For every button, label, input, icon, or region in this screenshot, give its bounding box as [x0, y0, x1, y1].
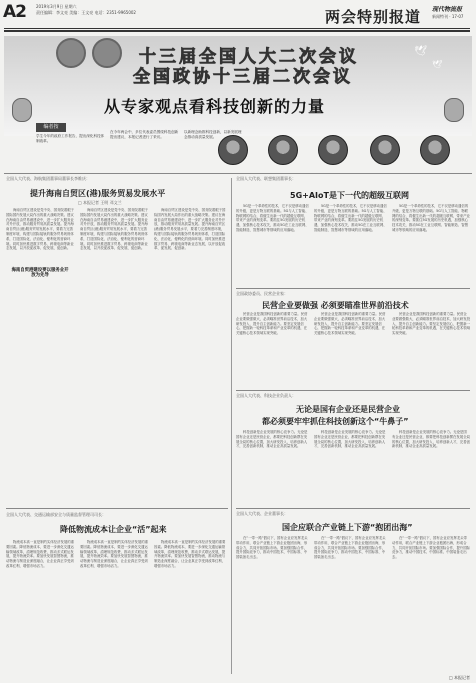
column-divider: [231, 178, 232, 674]
dove-icon: 🕊: [432, 60, 443, 69]
article-title-line2: 都必须要牢牢抓住科技创新这个“牛鼻子”: [262, 417, 409, 426]
article-title: 5G+AIoT是下一代的超级互联网: [290, 191, 409, 200]
speaker-photo: [318, 135, 348, 165]
banner-main-title: 从专家观点看科技创新的力量: [104, 97, 326, 116]
article-body: 5G是一个革命性的技术，它不仅是移动通信的升级，更是万物互联的基础。5G与人工智能、物联网的结合，将催生出新一代的超级互联网，带来产业的深刻变革。要抓住5G发展的历史机遇，加强核心技术攻关，推动5G在工业互联网、智能制造、智慧城市等领域的应用落地。: [236, 204, 309, 232]
speaker-photo: [370, 135, 400, 165]
article-body: 物流成本高一直是制约实体经济发展的重要因素。降低物流成本，要进一步深化交通运输领域改革，清理规范收费，推动多式联运发展，提升物流效率。要加快发展智慧物流，推动物流与制造业深度融合，让企业真正享受到改革红利，增强市场活力。: [80, 540, 149, 568]
article-body: 5G是一个革命性的技术，它不仅是移动通信的升级，更是万物互联的基础。5G与人工智能、物联网的结合，将催生出新一代的超级互联网，带来产业的深刻变革。要抓住5G发展的历史机遇，加强核心技术攻关，推动5G在工业互联网、智能制造、智慧城市等领域的应用落地。: [314, 204, 387, 232]
page-header: [0, 0, 476, 36]
section-divider: [236, 288, 470, 289]
article-body: 在“一带一路”倡议下，国有企业应发挥龙头带动作用，联合产业链上下游企业抱团出海，形成合力，共同开拓国际市场。要加强国际合作，提升国际竞争力，推动中国技术、中国标准、中国装备走出去。: [392, 536, 470, 560]
lantern-icon: [12, 98, 32, 122]
speaker-photo: [420, 135, 450, 165]
issue-date: 2019年3月9日 星期六: [36, 4, 77, 9]
banner-line-cppcc: 全国政协十三届二次会议: [133, 67, 353, 87]
article-body: 科技创新是企业发展的核心竞争力。无论是国有企业还是民营企业，都要把科技创新摆在发展全局的核心位置，加大研发投入，培养创新人才，完善创新机制，推动企业高质量发展。: [314, 430, 386, 449]
article-body: 科技创新是企业发展的核心竞争力。无论是国有企业还是民营企业，都要把科技创新摆在发展全局的核心位置，加大研发投入，培养创新人才，完善创新机制，推动企业高质量发展。: [392, 430, 470, 449]
editor-note-label: 编者按: [36, 123, 66, 132]
article-title: 降低物流成本让企业“活”起来: [60, 525, 167, 534]
editor-info: 责任编辑：李文亮 美编：王文亮 电话：2351-9965002: [36, 10, 136, 15]
speaker-photo: [218, 135, 248, 165]
article-title: 民营企业要做强 必须要瞄准世界前沿技术: [262, 301, 409, 310]
page-number: A2: [3, 2, 26, 22]
speaker-photo: [268, 135, 298, 165]
section-divider: [6, 508, 228, 509]
article-kicker: 全国人大代表、海航集团董事局董事长李维庆：: [6, 176, 90, 181]
article-body: 在“一带一路”倡议下，国有企业应发挥龙头带动作用，联合产业链上下游企业抱团出海，形成合力，共同开拓国际市场。要加强国际合作，提升国际竞争力，推动中国技术、中国标准、中国装备走出去。: [236, 536, 308, 560]
lantern-icon: [444, 98, 464, 122]
section-title: 两会特别报道: [325, 8, 422, 26]
article-subhead: 海南自贸港建设要以服务业开放为先导: [11, 268, 69, 279]
article-body: 海南自贸区建设是党中央、国务院着眼于国际国内发展大局作出的重大战略决策。建议在海南自由贸易港建设中，进一步扩大服务业对外开放，推动服务贸易高质量发展。提升海南自贸区(港)服务贸易发展水平，要着力完善制度环境，构建与国际接轨的服务贸易规则体系，打造国际化、法治化、便利化的营商环境。同时加快推进数字贸易、跨境电商等新业态发展，以开放促改革、促发展、促创新。: [6, 208, 75, 251]
article-body: 在“一带一路”倡议下，国有企业应发挥龙头带动作用，联合产业链上下游企业抱团出海，形成合力，共同开拓国际市场。要加强国际合作，提升国际竞争力，推动中国技术、中国标准、中国装备走出去。: [314, 536, 386, 560]
banner-line-npc: 十三届全国人大二次会议: [139, 47, 359, 67]
section-divider: [236, 390, 470, 391]
article-kicker: 全国人大代表、企业董事长：: [236, 511, 288, 516]
header-rule: [4, 28, 470, 29]
article-body: 民营企业是我国科技创新的重要力量。民营企业要做强做大，必须瞄准世界前沿技术，加大研发投入，提升自主创新能力。要坚定发展信心，把握新一轮科技革命和产业变革的机遇，在关键核心技术领域实现突破。: [392, 312, 470, 336]
national-emblem-icon: [56, 38, 86, 68]
header-rule-thick: [4, 30, 470, 32]
article-title: 无论是国有企业还是民营企业: [296, 405, 400, 414]
section-divider: [236, 508, 470, 509]
article-body: 民营企业是我国科技创新的重要力量。民营企业要做强做大，必须瞄准世界前沿技术，加大研发投入，提升自主创新能力。要坚定发展信心，把握新一轮科技革命和产业变革的机遇，在关键核心技术领域实现突破。: [314, 312, 386, 336]
cppcc-emblem-icon: [92, 38, 122, 68]
editor-note-col3: 以新理念助推科技创新，以新发展理念推动高质量发展。: [184, 130, 242, 139]
newspaper-brand: 现代物流报: [432, 6, 463, 13]
section-divider: [4, 173, 472, 174]
dove-icon: 🕊: [414, 46, 427, 57]
article-title: 提升海南自贸区(港)服务贸易发展水平: [30, 189, 166, 198]
editor-note-col1: 学生今年的政府工作报告，提出深化科技体制改革。: [36, 134, 105, 143]
article-body: 5G是一个革命性的技术，它不仅是移动通信的升级，更是万物互联的基础。5G与人工智能、物联网的结合，将催生出新一代的超级互联网，带来产业的深刻变革。要抓住5G发展的历史机遇，加强核心技术攻关，推动5G在工业互联网、智能制造、智慧城市等领域的应用落地。: [392, 204, 470, 232]
article-body: 物流成本高一直是制约实体经济发展的重要因素。降低物流成本，要进一步深化交通运输领域改革，清理规范收费，推动多式联运发展，提升物流效率。要加快发展智慧物流，推动物流与制造业深度融合，让企业真正享受到改革红利，增强市场活力。: [154, 540, 226, 568]
brand-sub: 新闻特刊 · 17-07: [432, 14, 464, 19]
article-body: 民营企业是我国科技创新的重要力量。民营企业要做强做大，必须瞄准世界前沿技术，加大研发投入，提升自主创新能力。要坚定发展信心，把握新一轮科技革命和产业变革的机遇，在关键核心技术领域实现突破。: [236, 312, 308, 336]
footer-credit: □ 本报记者: [448, 675, 470, 680]
article-kicker: 全国人大代表、科技企业负责人：: [236, 393, 296, 398]
article-body: 海南自贸区建设是党中央、国务院着眼于国际国内发展大局作出的重大战略决策。建议在海南自由贸易港建设中，进一步扩大服务业对外开放，推动服务贸易高质量发展。提升海南自贸区(港)服务贸易发展水平，要着力完善制度环境，构建与国际接轨的服务贸易规则体系，打造国际化、法治化、便利化的营商环境。同时加快推进数字贸易、跨境电商等新业态发展，以开放促改革、促发展、促创新。: [154, 208, 226, 251]
article-title: 国企应联合产业链上下游“抱团出海”: [282, 523, 413, 532]
article-kicker: 全国人大代表、联想集团董事长：: [236, 176, 296, 181]
article-kicker: 全国政协委员、民营企业家：: [236, 291, 288, 296]
article-body: 物流成本高一直是制约实体经济发展的重要因素。降低物流成本，要进一步深化交通运输领域改革，清理规范收费，推动多式联运发展，提升物流效率。要加快发展智慧物流，推动物流与制造业深度融合，让企业真正享受到改革红利，增强市场活力。: [6, 540, 75, 568]
article-body: 科技创新是企业发展的核心竞争力。无论是国有企业还是民营企业，都要把科技创新摆在发展全局的核心位置，加大研发投入，培养创新人才，完善创新机制，推动企业高质量发展。: [236, 430, 308, 449]
two-sessions-banner: [4, 36, 472, 136]
article-byline: □ 本报记者 王明 邓文兰: [78, 200, 122, 205]
article-body: 海南自贸区建设是党中央、国务院着眼于国际国内发展大局作出的重大战略决策。建议在海南自由贸易港建设中，进一步扩大服务业对外开放，推动服务贸易高质量发展。提升海南自贸区(港)服务贸易发展水平，要着力完善制度环境，构建与国际接轨的服务贸易规则体系，打造国际化、法治化、便利化的营商环境。同时加快推进数字贸易、跨境电商等新业态发展，以开放促改革、促发展、促创新。: [80, 208, 149, 251]
editor-note-col2: 在今年两会中，多位代表委员围绕科技创新提出建议，本报记者进行了采访。: [110, 130, 179, 139]
article-kicker: 全国人大代表、交通运输部安全与质量监督管理司司长：: [6, 512, 106, 517]
